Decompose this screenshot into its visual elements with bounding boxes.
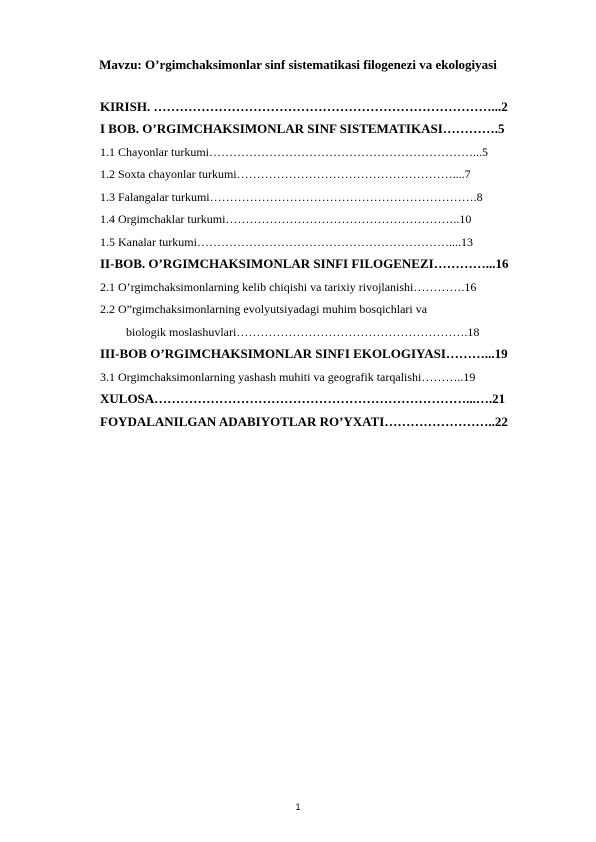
toc-entry-xulosa: XULOSA………………………………………………………………...….21 <box>100 391 506 406</box>
toc-entry-chapter-3: III-BOB O’RGIMCHAKSIMONLAR SINFI EKOLOGIYASI………...19 <box>100 346 508 361</box>
toc-entry-3-1: 3.1 Orgimchaksimonlarning yashash muhiti va geografik tarqalishi………..19 <box>100 370 476 384</box>
page-number: 1 <box>295 802 301 812</box>
toc-entry-1-2: 1.2 Soxta chayonlar turkumi………………………………………………....7 <box>100 167 471 181</box>
page-title: Mavzu: O’rgimchaksimonlar sinf sistematikasi filogenezi va ekologiyasi <box>99 57 497 72</box>
toc-entry-1-1: 1.1 Chayonlar turkumi…………………………………………………………...5 <box>100 145 488 159</box>
toc-entry-references: FOYDALANILGAN ADABIYOTLAR RO’YXATI……………………..22 <box>100 414 508 429</box>
toc-entry-chapter-1: I BOB. O’RGIMCHAKSIMONLAR SINF SISTEMATIKASI………….5 <box>100 121 505 136</box>
toc-entry-kirish: KIRISH. ……………………………………………………………………...2 <box>100 99 508 114</box>
toc-entry-1-3: 1.3 Falangalar turkumi………………………………………………………….8 <box>100 190 483 204</box>
toc-entry-2-1: 2.1 O’rgimchaksimonlarning kelib chiqishi va tarixiy rivojlanishi………….16 <box>100 280 477 294</box>
toc-entry-2-2: 2.2 O”rgimchaksimonlarning evolyutsiyadagi muhim bosqichlari va <box>100 302 428 316</box>
toc-entry-1-5: 1.5 Kanalar turkumi………………………………………………………....13 <box>100 235 473 249</box>
toc-entry-1-4: 1.4 Orgimchaklar turkumi…………………………………………………..10 <box>100 212 472 226</box>
toc-entry-chapter-2: II-BOB. O’RGIMCHAKSIMONLAR SINFI FILOGENEZI…………...16 <box>100 256 509 271</box>
toc-entry-2-2-continued: biologik moslashuvlari………………………………………………….18 <box>126 325 480 339</box>
